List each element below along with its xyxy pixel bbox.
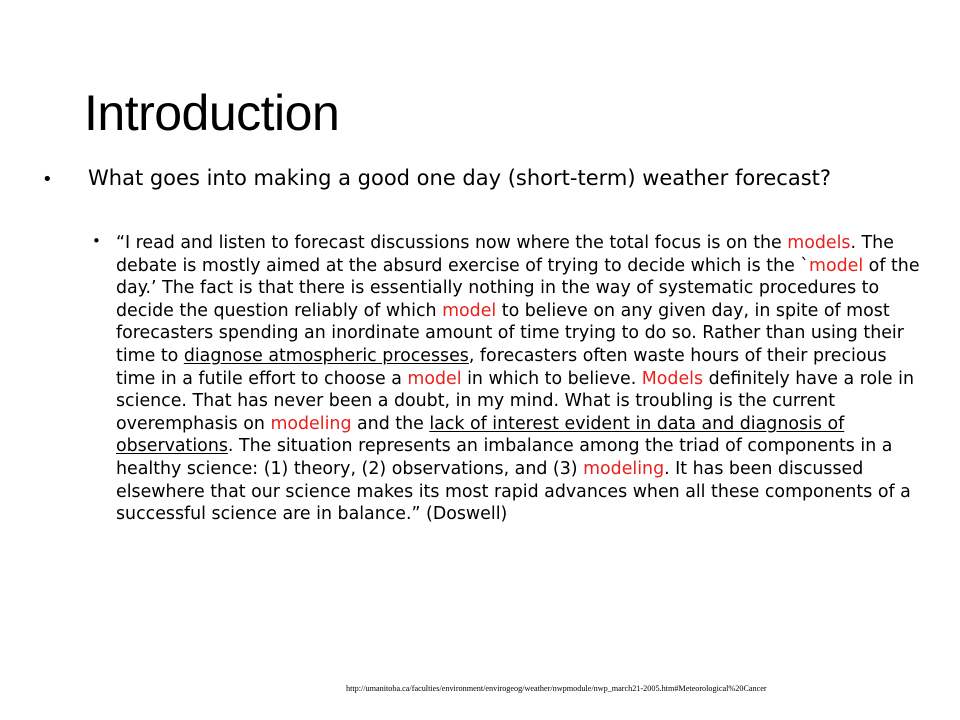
quote-text: . It has been discussed elsewhere that our science makes its most rapid advances when all these components of a successful science are in balance.” (Doswell) bbox=[116, 458, 911, 525]
bullet-icon: • bbox=[42, 169, 53, 190]
quote-text: and the bbox=[351, 413, 430, 434]
highlighted-term: model bbox=[809, 255, 864, 276]
quote-text: to believe on any given day, in spite of most forecasters spending an inordinate amount of time trying to do so. Rather than using their time to bbox=[116, 300, 904, 366]
quote-text: in which to believe. bbox=[461, 368, 642, 389]
quote-paragraph bbox=[116, 232, 922, 526]
quote-text: of the day.’ The fact is that there is essentially nothing in the way of systematic procedures to decide the question reliably of which bbox=[116, 255, 920, 321]
quote-text: . The situation represents an imbalance among the triad of components in a healthy science: (1) theory, (2) observations, and (3) bbox=[116, 436, 893, 479]
quote-text: , forecasters often waste hours of their precious time in a futile effort to choose a bbox=[116, 345, 887, 389]
highlighted-term: Models bbox=[641, 368, 704, 389]
quote-text: definitely have a role in science. That has never been a doubt, in my mind. What is troubling is the current overemphasis on bbox=[116, 368, 915, 434]
underlined-phrase: lack of interest evident in data and diagnosis of observations bbox=[116, 413, 845, 457]
bullet-icon: • bbox=[92, 232, 101, 250]
underlined-phrase: diagnose atmospheric processes bbox=[183, 345, 469, 366]
quote-text: . The debate is mostly aimed at the absurd exercise of trying to decide which is the ` bbox=[116, 233, 894, 276]
bullet-level1-text: What goes into making a good one day (short-term) weather forecast? bbox=[88, 166, 832, 190]
highlighted-term: models bbox=[787, 233, 851, 253]
quote-text: “I read and listen to forecast discussions now where the total focus is on the bbox=[116, 233, 788, 253]
slide-title: Introduction bbox=[84, 85, 340, 141]
highlighted-term: modeling bbox=[583, 458, 665, 479]
highlighted-term: model bbox=[442, 300, 497, 321]
source-url: http://umanitoba.ca/faculties/environment/envirogeog/weather/nwpmodule/nwp_march21-2005.htm#Meteorological%20Cancer bbox=[346, 684, 767, 693]
highlighted-term: modeling bbox=[270, 413, 352, 434]
highlighted-term: model bbox=[407, 368, 462, 389]
